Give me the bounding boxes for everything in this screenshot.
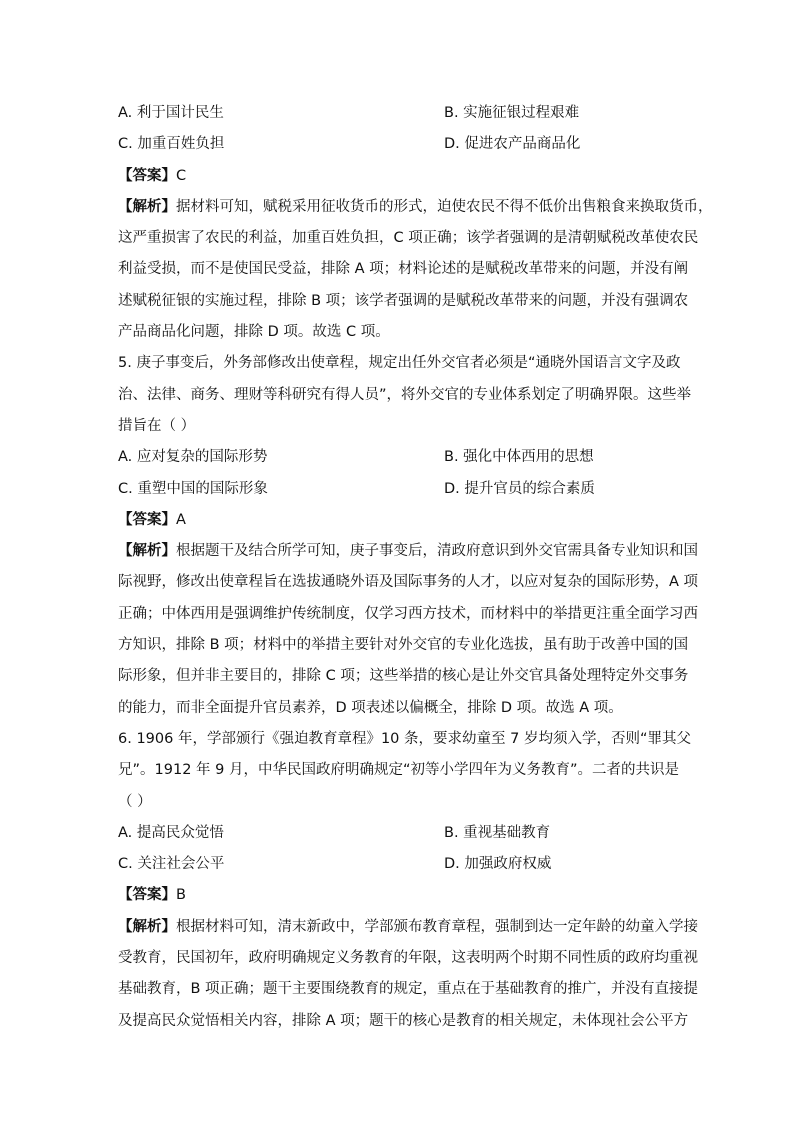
- q4-analysis-line: 产品商品化问题，排除 D 项。故选 C 项。: [118, 324, 390, 341]
- analysis-label: 【解析】: [118, 543, 176, 560]
- q6-analysis-line: [118, 912, 698, 943]
- document-page: [118, 98, 713, 1037]
- analysis-text: 根据题干及结合所学可知，庚子事变后，清政府意识到外交官需具备专业知识和国: [176, 543, 698, 560]
- analysis-text: 据材料可知，赋税采用征收货币的形式，迫使农民不得不低价出售粮食来换取货币，: [176, 198, 713, 215]
- answer-value: B: [176, 887, 186, 904]
- answer-label: 【答案】: [118, 511, 176, 528]
- q5-answer: [118, 505, 678, 536]
- q6-stem-line: 6. 1906 年，学部颁行《强迫教育章程》10 条，要求幼童至 7 岁均须入学，否则“罪其父: [118, 730, 691, 747]
- q5-analysis-line: 方知识，排除 B 项；材料中的举措主要针对外交官的专业化选拔，虽有助于改善中国的国: [118, 637, 689, 654]
- answer-label: 【答案】: [118, 167, 176, 184]
- q5-analysis-line: 正确；中体西用是强调维护传统制度，仅学习西方技术，而材料中的举措更注重全面学习西: [118, 605, 698, 622]
- q5-options-row-1: [118, 442, 678, 473]
- q4-answer: [118, 161, 678, 192]
- q5-option-a[interactable]: A. 应对复杂的国际形势: [118, 449, 268, 466]
- q6-answer: [118, 880, 678, 911]
- q6-option-a[interactable]: A. 提高民众觉悟: [118, 824, 224, 841]
- analysis-label: 【解析】: [118, 198, 176, 215]
- q5-analysis-line: 际视野，修改出使章程旨在选拔通晓外语及国际事务的人才，以应对复杂的国际形势，A 项: [118, 574, 699, 591]
- q6-option-b[interactable]: B. 重视基础教育: [444, 824, 551, 841]
- q6-stem-line: 兄”。1912 年 9 月，中华民国政府明确规定“初等小学四年为义务教育”。二者的共识是: [118, 762, 679, 779]
- q5-stem-line: 治、法律、商务、理财等科研究有得人员”，将外交官的专业体系划定了明确界限。这些举: [118, 386, 692, 403]
- q5-stem-line: 措旨在（ ）: [118, 417, 196, 434]
- q5-analysis-line: 的能力，而非全面提升官员素养，D 项表述以偏概全，排除 D 项。故选 A 项。: [118, 699, 623, 716]
- q4-analysis-line: 利益受损，而不是使国民受益，排除 A 项；材料论述的是赋税改革带来的问题，并没有阐: [118, 261, 689, 278]
- q6-analysis-line: 及提高民众觉悟相关内容，排除 A 项；题干的核心是教育的相关规定，未体现社会公平方: [118, 1012, 689, 1029]
- answer-value: C: [176, 167, 187, 184]
- answer-label: 【答案】: [118, 887, 176, 904]
- q6-option-c[interactable]: C. 关注社会公平: [118, 856, 225, 873]
- q5-option-c[interactable]: C. 重塑中国的国际形象: [118, 480, 268, 497]
- q5-options-row-2: [118, 474, 678, 505]
- q4-analysis-line: [118, 192, 713, 223]
- q4-options-row-2: [118, 129, 678, 160]
- q4-option-d[interactable]: D. 促进农产品商品化: [444, 136, 581, 153]
- q5-analysis-line: [118, 536, 698, 567]
- q4-option-b[interactable]: B. 实施征银过程艰难: [444, 105, 580, 121]
- q6-option-d[interactable]: D. 加强政府权威: [444, 856, 552, 873]
- analysis-text: 根据材料可知，清末新政中，学部颁布教育章程，强制到达一定年龄的幼童入学接: [176, 918, 698, 935]
- q6-analysis-line: 受教育，民国初年，政府明确规定义务教育的年限，这表明两个时期不同性质的政府均重视: [118, 950, 698, 967]
- q5-analysis-line: 际形象，但并非主要目的，排除 C 项；这些举措的核心是让外交官具备处理特定外交事务: [118, 668, 689, 685]
- analysis-label: 【解析】: [118, 918, 176, 935]
- q4-analysis-line: 这严重损害了农民的利益，加重百姓负担，C 项正确；该学者强调的是清朝赋税改革使农民: [118, 230, 699, 247]
- answer-value: A: [176, 511, 186, 528]
- q4-option-c[interactable]: C. 加重百姓负担: [118, 136, 225, 153]
- q6-options-row-1: [118, 818, 678, 849]
- q4-option-a[interactable]: A. 利于国计民生: [118, 105, 224, 121]
- q5-option-b[interactable]: B. 强化中体西用的思想: [444, 449, 594, 466]
- q4-analysis-line: 述赋税征银的实施过程，排除 B 项；该学者强调的是赋税改革带来的问题，并没有强调农: [118, 292, 689, 309]
- q5-stem-line: 5. 庚子事变后，外务部修改出使章程，规定出任外交官者必须是“通晓外国语言文字及政: [118, 355, 681, 372]
- q4-options-row-1: [118, 98, 678, 129]
- q6-analysis-line: 基础教育，B 项正确；题干主要围绕教育的规定，重点在于基础教育的推广，并没有直接提: [118, 981, 699, 998]
- q5-option-d[interactable]: D. 提升官员的综合素质: [444, 480, 595, 497]
- q6-options-row-2: [118, 849, 678, 880]
- q6-stem-line: （ ）: [118, 793, 152, 810]
